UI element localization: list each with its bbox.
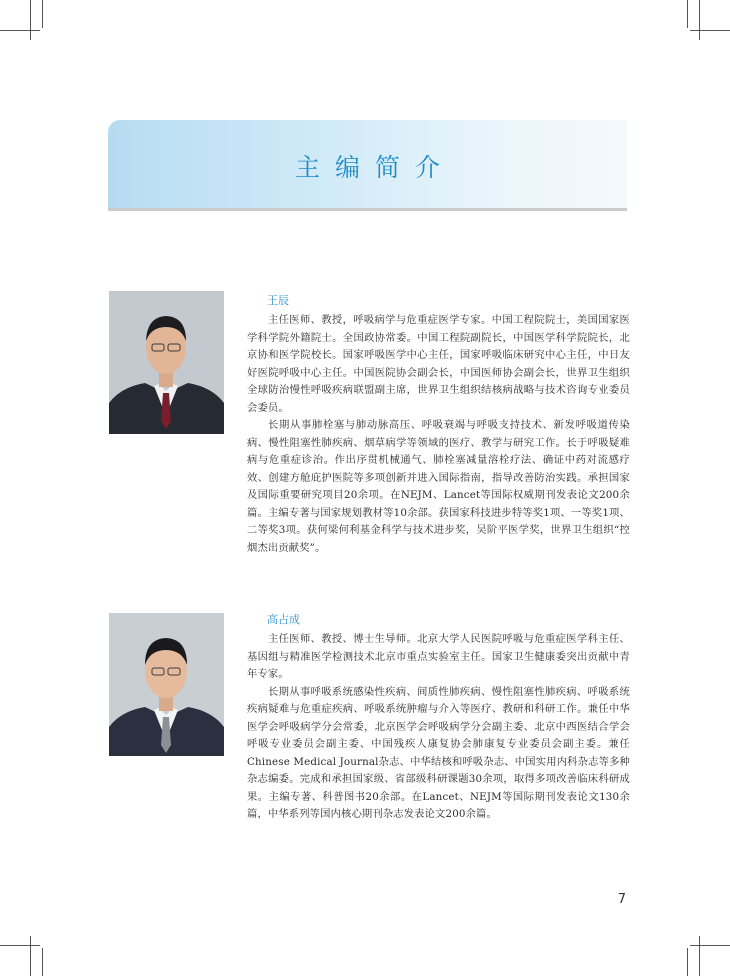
editor-name: 王辰: [267, 294, 289, 307]
bio-paragraph: 主任医师、教授，呼吸病学与危重症医学专家。中国工程院院士，美国国家医学科学院外籍院士。全国政协常委。中国工程院副院长，中国医学科学院院长，北京协和医学院校长。国家呼吸医学中心主任，国家呼吸临床研究中心主任，中日友好医院呼吸中心主任。中国医院协会副会长，中国医师协会副会长，世界卫生组织全球防治慢性呼吸疾病联盟副主席，世界卫生组织结核病战略与技术咨询专业委员会委员。: [247, 314, 630, 414]
crop-mark: [42, 948, 43, 976]
bio-paragraph: 长期从事呼吸系统感染性疾病、间质性肺疾病、慢性阻塞性肺疾病、呼吸系统疾病疑难与危重症疾病、呼吸系统肿瘤与介入等医疗、教研和科研工作。兼任中华医学会呼吸病学分会常委，北京医学会呼吸病学分会副主委、北京中西医结合学会呼吸专业委员会副主委、中国残疾人康复协会肺康复专业委员会副主委。兼任Chinese Medical Journal杂志、中华结核和呼吸杂志、中国实用内科杂志等多种杂志编委。完成和承担国家级、省部级科研课题30余项，取得多项改善临床科研成果。主编专著、科普图书20余部。在Lancet、NEJM等国际期刊发表论文130余篇，中华系列等国内核心期刊杂志发表论文200余篇。: [247, 685, 630, 820]
editor-bio: [247, 292, 630, 557]
editor-photo: [109, 291, 224, 434]
editor-photo: [109, 613, 224, 756]
page-number: 7: [617, 892, 626, 907]
crop-mark: [0, 30, 40, 31]
crop-mark: [699, 936, 700, 976]
crop-mark: [690, 945, 730, 946]
crop-mark: [30, 936, 31, 976]
bio-paragraph: 长期从事肺栓塞与肺动脉高压、呼吸衰竭与呼吸支持技术、新发呼吸道传染病、慢性阻塞性肺疾病、烟草病学等领域的医疗、教学与研究工作。长于呼吸疑难病与危重症诊治。作出序贯机械通气、肺栓塞减量溶栓疗法、确证中药对流感疗效、创建方舱庇护医院等多项创新并进入国际指南，指导改善防治实践。承担国家及国际重要研究项目20余项。在NEJM、Lancet等国际权威期刊发表论文200余篇。主编专著与国家规划教材等10余部。获国家科技进步特等奖1项、一等奖1项、二等奖3项。获何梁何利基金科学与技术进步奖，吴阶平医学奖，世界卫生组织“控烟杰出贡献奖”。: [247, 419, 630, 554]
bio-paragraph: 主任医师、教授、博士生导师。北京大学人民医院呼吸与危重症医学科主任、基因组与精准医学检测技术北京市重点实验室主任。国家卫生健康委突出贡献中青年专家。: [247, 633, 630, 680]
editor-bio: [247, 611, 630, 824]
crop-mark: [0, 945, 40, 946]
crop-mark: [690, 30, 730, 31]
editor-name: 高占成: [267, 613, 300, 626]
crop-mark: [687, 0, 688, 28]
crop-mark: [42, 0, 43, 28]
section-banner: [108, 120, 627, 211]
section-title: 主编简介: [294, 153, 455, 182]
crop-mark: [699, 0, 700, 40]
crop-mark: [30, 0, 31, 40]
crop-mark: [687, 948, 688, 976]
